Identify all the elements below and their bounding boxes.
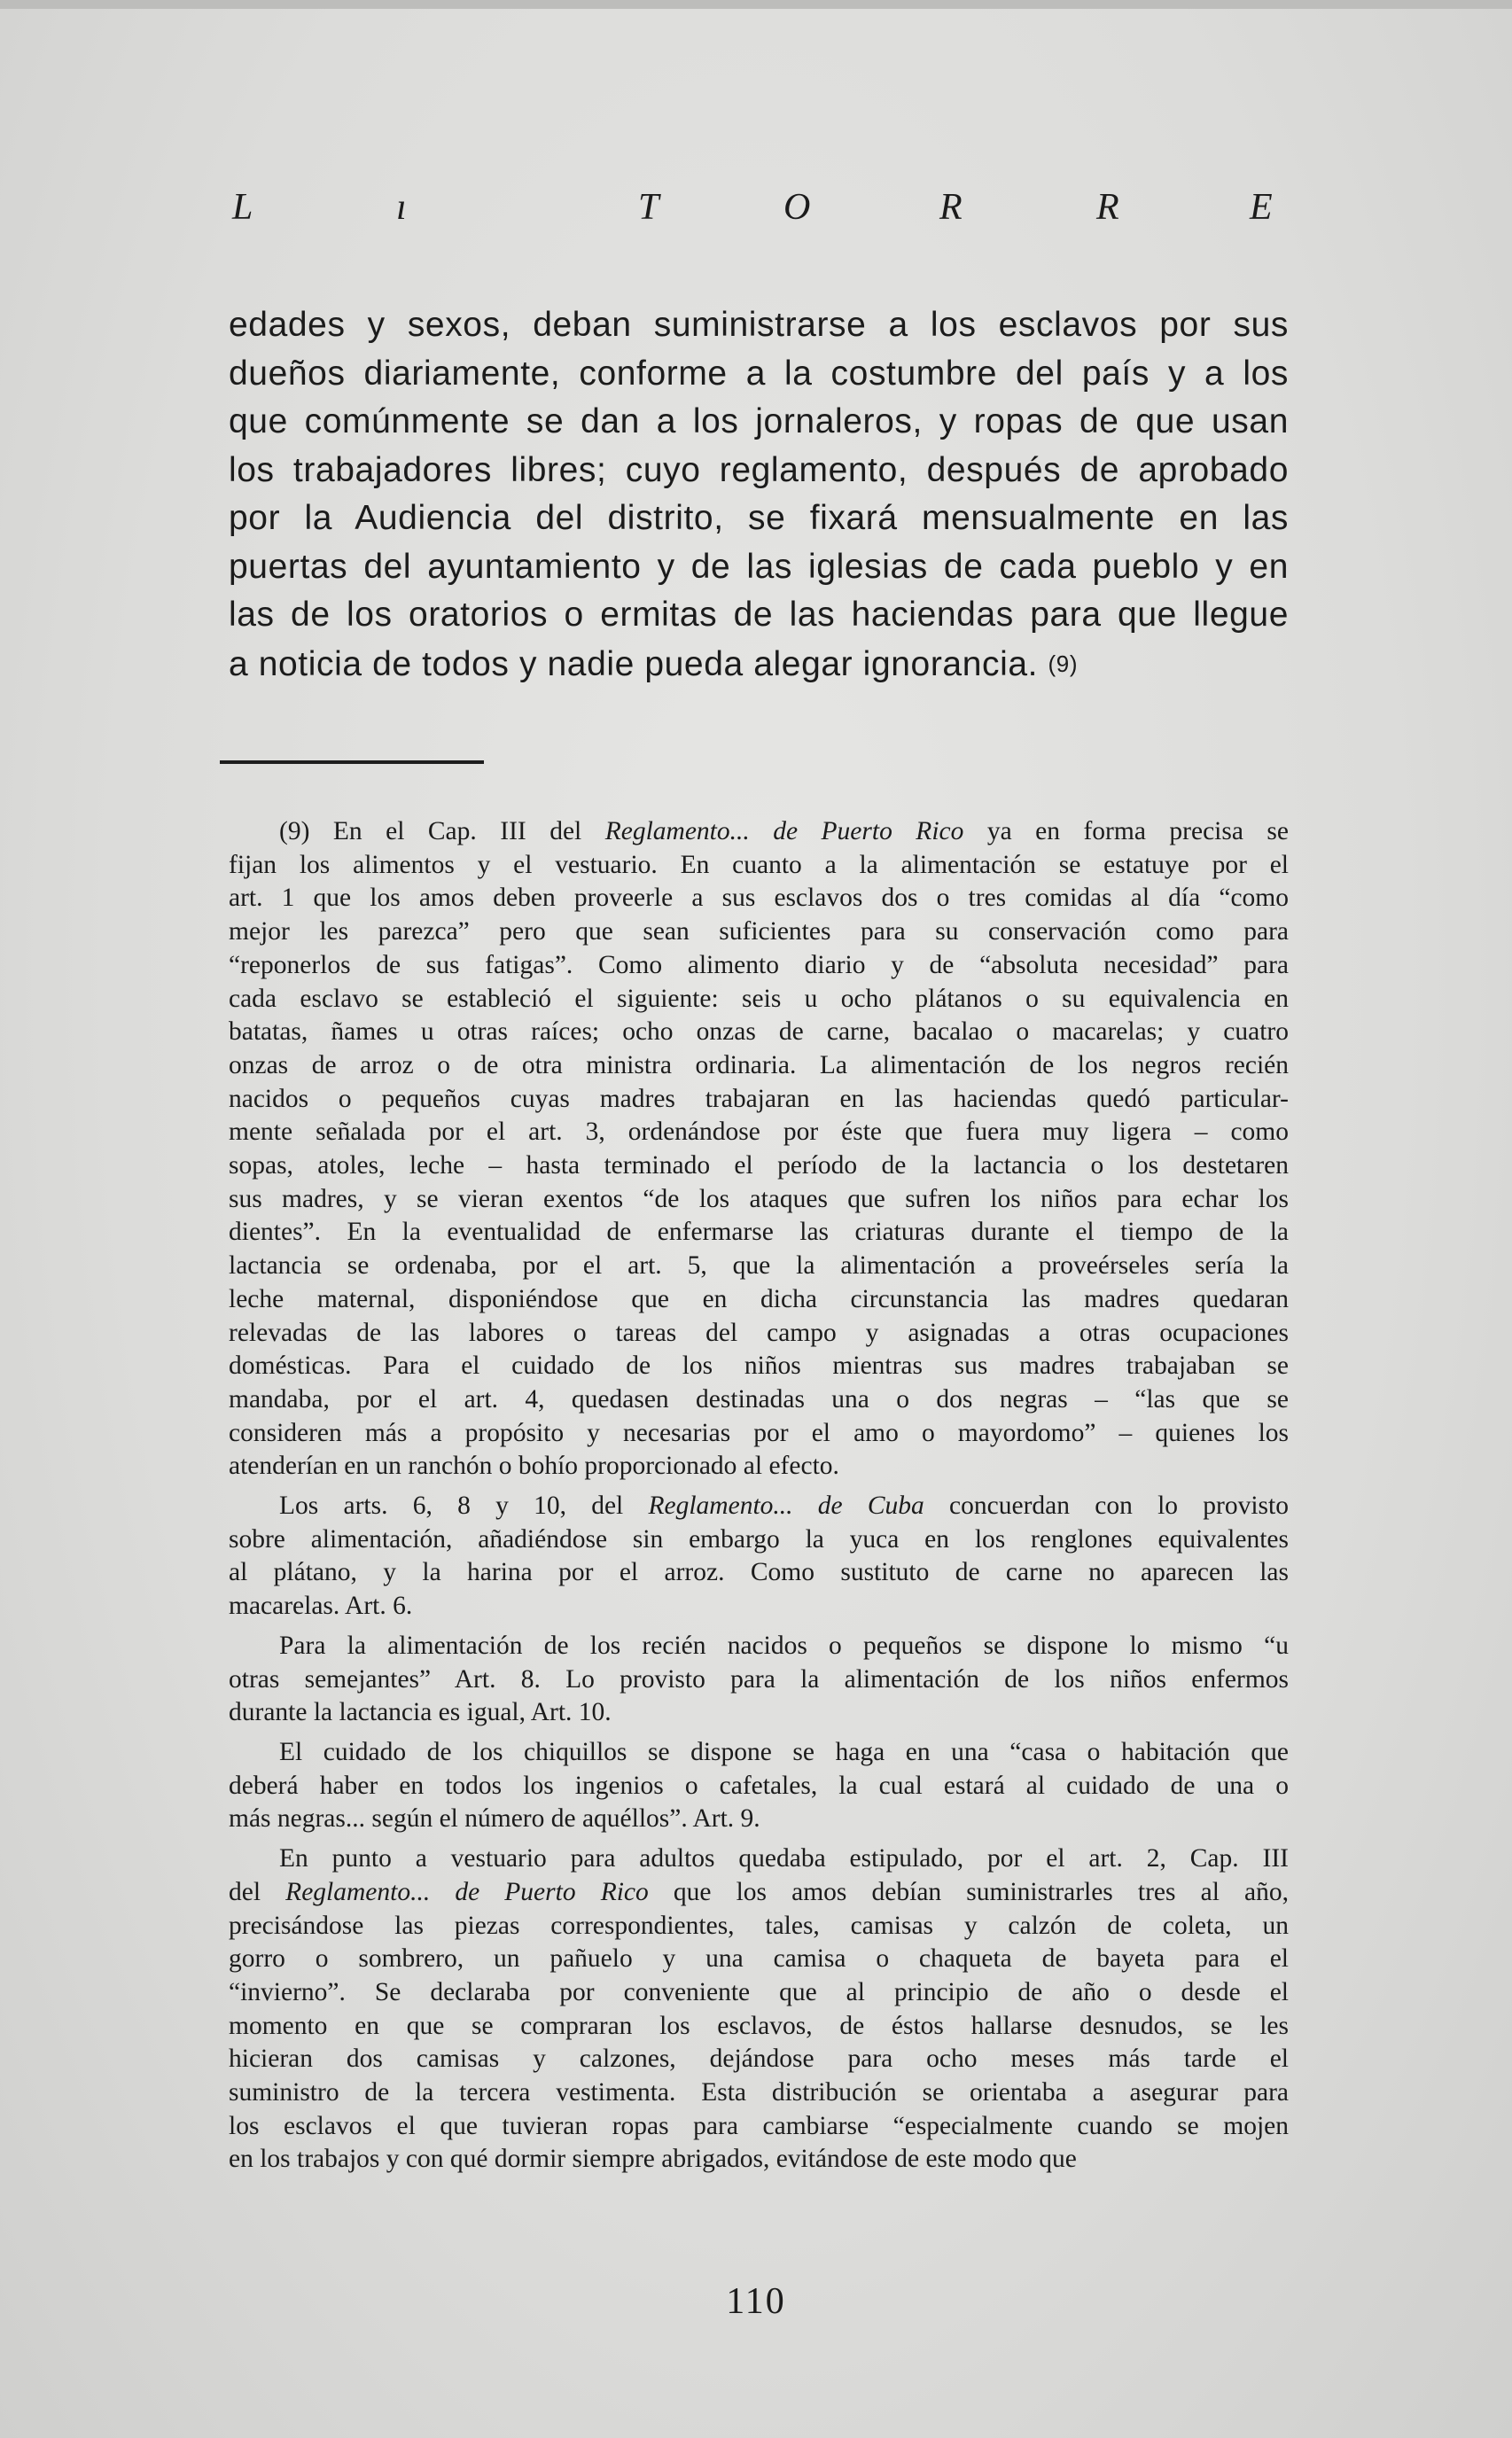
footnote-text: otras semejantes” Art. 8. Lo provisto para la alimentación de los niños enfermos [229, 1664, 1289, 1694]
footnote-text: (9) En el Cap. III del [279, 817, 605, 845]
footnote-9 [229, 815, 1289, 1484]
footnote-text: los esclavos el que tuvieran ropas para cambiarse “especialmente cuando se mojen [229, 2111, 1289, 2140]
footnote-line [229, 1283, 1289, 1317]
footnote-text: fijan los alimentos y el vestuario. En cuanto a la alimentación se estatuye por el [229, 850, 1289, 879]
footnote-line [229, 1556, 1289, 1590]
footnote-text: onzas de arroz o de otra ministra ordinaria. La alimentación de los negros recién [229, 1050, 1289, 1079]
running-head-letter: L [232, 187, 255, 228]
footnote-line [229, 1183, 1289, 1217]
italic-title: Reglamento... de Puerto Rico [604, 817, 964, 845]
footnote-line [229, 1630, 1289, 1663]
footnote-line [229, 1083, 1289, 1117]
body-line: los trabajadores libres; cuyo reglamento, después de aprobado [229, 450, 1289, 489]
footnote-text: hicieran dos camisas y calzones, dejándose para ocho meses más tarde el [229, 2045, 1289, 2074]
footnote-text: dientes”. En la eventualidad de enfermarse las criaturas durante el tiempo de la [229, 1218, 1289, 1247]
footnote-line [229, 1523, 1289, 1557]
running-head-letter: ı [396, 187, 409, 228]
body-line: por la Audiencia del distrito, se fixará mensualmente en las [229, 499, 1289, 537]
page-top-edge [0, 0, 1512, 9]
running-head [232, 186, 1287, 239]
body-line: las de los oratorios o ermitas de las haciendas para que llegue [229, 596, 1289, 634]
footnote-line [229, 1049, 1289, 1083]
footnote-text: El cuidado de los chiquillos se dispone se haga en una “casa o habitación que [279, 1737, 1289, 1766]
page-number: 110 [726, 2281, 786, 2322]
body-line-text: a noticia de todos y nadie pueda alegar ignorancia. [229, 644, 1039, 683]
footnote-line [229, 1450, 1289, 1484]
footnote-text: más negras... según el número de aquéllos”. Art. 9. [229, 1804, 760, 1834]
footnote-text: mandaba, por el art. 4, quedasen destinadas una o dos negras – “las que se [229, 1384, 1289, 1414]
footnote-line [229, 1116, 1289, 1149]
footnote-line [229, 882, 1289, 915]
footnote-line [229, 1803, 1289, 1836]
footnote-text: atenderían en un ranchón o bohío proporcionado al efecto. [229, 1452, 839, 1481]
footnote-separator-rule [220, 760, 484, 764]
footnote-text: macarelas. Art. 6. [229, 1592, 413, 1621]
footnote-line [229, 1663, 1289, 1697]
body-line: que comúnmente se dan a los jornaleros, y ropas de que usan [229, 402, 1289, 440]
footnote-text: nacidos o pequeños cuyas madres trabajaran en las haciendas quedó particular- [229, 1084, 1289, 1113]
footnote-line [229, 1490, 1289, 1523]
footnote-line [229, 1696, 1289, 1730]
main-body-text [229, 301, 1289, 689]
footnote-text: cada esclavo se estableció el siguiente: seis u ocho plátanos o su equivalencia en [229, 984, 1289, 1013]
footnote-line [229, 815, 1289, 849]
footnote-line [229, 1976, 1289, 2010]
footnote-line [229, 1910, 1289, 1943]
footnote-text: gorro o sombrero, un pañuelo y una camisa o chaqueta de bayeta para el [229, 1944, 1289, 1974]
footnote-line [229, 2043, 1289, 2076]
footnote-text: “invierno”. Se declaraba por conveniente que al principio de año o desde el [229, 1977, 1289, 2006]
footnote-line [229, 1943, 1289, 1976]
footnote-text: deberá haber en todos los ingenios o cafetales, la cual estará al cuidado de una o [229, 1771, 1289, 1800]
footnote-text: domésticas. Para el cuidado de los niños mientras sus madres trabajaban se [229, 1351, 1289, 1381]
footnote-text: mejor les parezca” pero que sean suficientes para su conservación como para [229, 917, 1289, 946]
footnote-line [229, 915, 1289, 949]
body-line [229, 640, 1289, 689]
body-line: edades y sexos, deban suministrarse a los esclavos por sus [229, 306, 1289, 344]
footnote-line [229, 949, 1289, 983]
body-line: dueños diariamente, conforme a la costumbre del país y a los [229, 354, 1289, 393]
footnote-paragraph-recien-nacidos [229, 1630, 1289, 1730]
footnote-text: lactancia se ordenaba, por el art. 5, que la alimentación a proveérseles sería la [229, 1251, 1289, 1281]
footnote-paragraph-cuidado [229, 1736, 1289, 1836]
footnote-paragraph-cuba [229, 1490, 1289, 1624]
footnote-text: leche maternal, disponiéndose que en dicha circunstancia las madres quedaran [229, 1284, 1289, 1313]
footnote-text: batatas, ñames u otras raíces; ocho onzas de carne, bacalao o macarelas; y cuatro [229, 1017, 1289, 1047]
footnote-line [229, 2010, 1289, 2044]
footnote-line [229, 1149, 1289, 1183]
footnote-text: mente señalada por el art. 3, ordenándose por éste que fuera muy ligera – como [229, 1118, 1289, 1147]
footnote-text: relevadas de las labores o tareas del campo y asignadas a otras ocupaciones [229, 1318, 1289, 1347]
footnote-text: en los trabajos y con qué dormir siempre abrigados, evitándose de este modo que [229, 2145, 1077, 2174]
footnote-text: consideren más a propósito y necesarias por el amo o mayordomo” – quienes los [229, 1418, 1289, 1447]
running-head-letter: R [1096, 187, 1121, 228]
footnote-line [229, 2110, 1289, 2144]
footnote-text: durante la lactancia es igual, Art. 10. [229, 1698, 612, 1727]
footnote-line [229, 1842, 1289, 1876]
footnote-line [229, 1317, 1289, 1351]
footnote-line [229, 1350, 1289, 1383]
footnote-text: momento en que se compraran los esclavos, de éstos hallarse desnudos, se les [229, 2011, 1289, 2040]
footnote-paragraph-vestuario [229, 1842, 1289, 2177]
footnote-text: Para la alimentación de los recién nacidos o pequeños se dispone lo mismo “u [279, 1631, 1289, 1660]
footnote-line [229, 1590, 1289, 1624]
footnote-line [229, 1770, 1289, 1803]
running-head-letter: O [783, 187, 813, 228]
footnote-text: concuerdan con lo provisto [924, 1492, 1289, 1521]
footnote-line [229, 1383, 1289, 1417]
footnote-line [229, 2143, 1289, 2177]
footnote-text: precisándose las piezas correspondientes, tales, camisas y calzón de coleta, un [229, 1911, 1289, 1940]
running-head-letter: T [638, 187, 661, 228]
footnote-text: sobre alimentación, añadiéndose sin embargo la yuca en los renglones equivalentes [229, 1524, 1289, 1554]
footnote-line [229, 1250, 1289, 1283]
footnote-line [229, 1216, 1289, 1250]
footnote-text: Los arts. 6, 8 y 10, del [279, 1492, 649, 1521]
footnote-line [229, 1417, 1289, 1451]
footnote-text: ya en forma precisa se [963, 817, 1289, 845]
footnote-line [229, 1736, 1289, 1770]
footnote-text: suministro de la tercera vestimenta. Esta distribución se orientaba a asegurar para [229, 2078, 1289, 2107]
footnote-line [229, 1016, 1289, 1049]
running-head-letter: R [939, 187, 964, 228]
footnote-line [229, 1876, 1289, 1910]
footnote-reference: (9) [1048, 650, 1079, 677]
footnote-text: art. 1 que los amos deben proveerle a sus esclavos dos o tres comidas al día “como [229, 884, 1289, 913]
footnote-text: “reponerlos de sus fatigas”. Como alimento diario y de “absoluta necesidad” para [229, 950, 1289, 979]
footnote-line [229, 2076, 1289, 2110]
italic-title: Reglamento... de Cuba [648, 1492, 924, 1521]
italic-title: Reglamento... de Puerto Rico [285, 1877, 649, 1906]
footnote-text: sopas, atoles, leche – hasta terminado el período de la lactancia o los destetaren [229, 1151, 1289, 1180]
running-head-letter: E [1250, 187, 1274, 228]
footnote-line [229, 983, 1289, 1016]
footnotes [229, 815, 1289, 2183]
footnote-text: que los amos debían suministrarles tres al año, [648, 1877, 1290, 1906]
footnote-line [229, 849, 1289, 883]
footnote-text: sus madres, y se vieran exentos “de los ataques que sufren los niños para echar los [229, 1184, 1289, 1213]
footnote-text: del [229, 1877, 286, 1906]
body-line: puertas del ayuntamiento y de las iglesias de cada pueblo y en [229, 547, 1289, 586]
footnote-text: al plátano, y la harina por el arroz. Como sustituto de carne no aparecen las [229, 1558, 1289, 1587]
footnote-text: En punto a vestuario para adultos quedaba estipulado, por el art. 2, Cap. III [279, 1844, 1289, 1873]
